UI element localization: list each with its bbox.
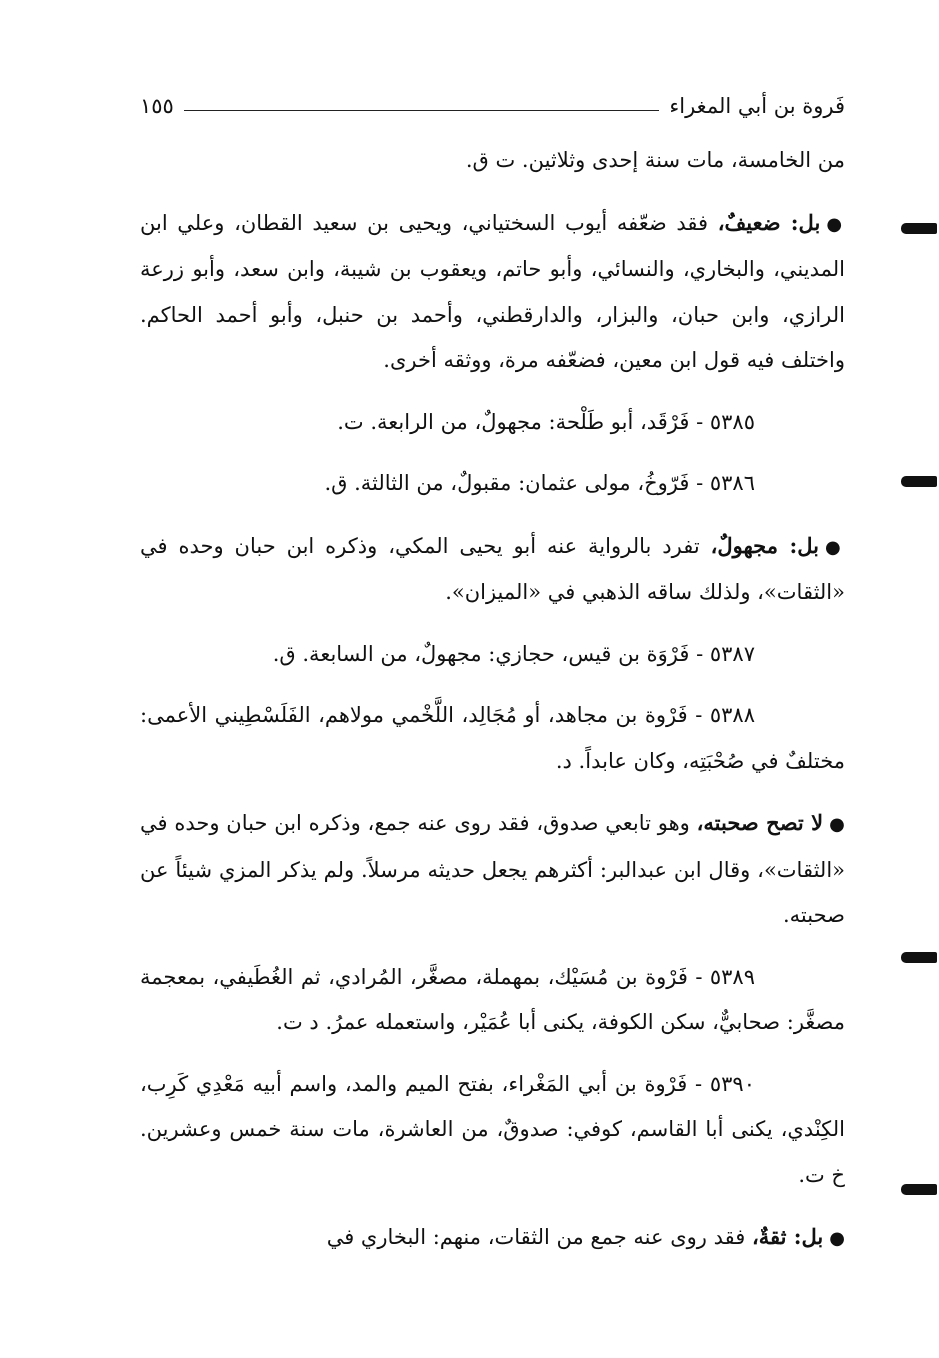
- comment-lead: بل: مجهولٌ،: [710, 532, 820, 558]
- entry-text: ٥٣٨٧ - فَرْوَة بن قيس، حجازي: مجهولٌ، من السابعة. ق.: [272, 641, 755, 666]
- comment-text: فقد روى عنه جمع من الثقات، منهم: البخاري في: [326, 1225, 752, 1249]
- page-number: ١٥٥: [140, 94, 174, 118]
- comment-paragraph: [140, 200, 845, 384]
- comment-paragraph: [140, 800, 845, 939]
- scan-edge-mark: [901, 952, 937, 963]
- scan-edge-mark: [901, 223, 937, 234]
- comment-text: فقد ضعّفه أيوب السختياني، ويحيى بن سعيد القطان، وعلي ابن المديني، والبخاري، والنسائي، وأبو حاتم، ويعقوب بن شيبة، وابن سعد، وأبو زرعة الرازي، وابن حبان، والبزار، والدارقطني، وأحمد بن حنبل، وأبو أحمد الحاكم. واختلف فيه قول ابن معين، فضعّفه مرة، ووثقه أخرى.: [140, 210, 845, 372]
- comment-text: تفرد بالرواية عنه أبو يحيى المكي، وذكره ابن حبان وحده في «الثقات»، ولذلك ساقه الذهبي في «الميزان».: [140, 533, 845, 604]
- scan-edge-mark: [901, 1184, 937, 1195]
- comment-paragraph: [140, 1214, 845, 1262]
- entry-5385: [140, 400, 845, 446]
- comment-text: وهو تابعي صدوق، فقد روى عنه جمع، وذكره ابن حبان وحده في «الثقات»، وقال ابن عبدالبر: أكثرهم يجعل حديثه مرسلاً. ولم يذكر المزي شيئاً عن صحبته.: [140, 811, 845, 927]
- bullet-icon: ●: [825, 536, 845, 558]
- comment-lead: لا تصح صحبته،: [696, 810, 824, 835]
- comment-lead: بل: ضعيفٌ،: [717, 209, 821, 235]
- entry-text: ٥٣٨٥ - فَرْقَد، أبو طَلْحة: مجهولٌ، من الرابعة. ت.: [337, 409, 755, 434]
- paragraph-continuation: [140, 138, 845, 184]
- comment-lead: بل: ثقةٌ،: [751, 1224, 824, 1249]
- scan-edge-mark: [901, 476, 937, 487]
- running-title: فَروة بن أبي المغراء: [669, 94, 845, 118]
- entry-5390: [140, 1062, 845, 1199]
- paragraph-text: من الخامسة، مات سنة إحدى وثلاثين. ت ق.: [465, 148, 845, 172]
- entry-text: ٥٣٩٠ - فَرْوة بن أبي المَغْراء، بفتح الميم والمد، واسم أبيه مَعْدِي كَرِب، الكِنْدي، يكنى أبا القاسم، كوفي: صدوقٌ، من العاشرة، مات سنة خمس وعشرين. خ ت.: [140, 1071, 845, 1187]
- entry-5389: [140, 955, 845, 1046]
- entry-text: ٥٣٨٩ - فَرْوة بن مُسَيْك، بمهملة، مصغَّر، المُرادي، ثم الغُطَيفي، بمعجمة مصغَّر: صحابيٌّ، سكن الكوفة، يكنى أبا عُمَيْر، واستعمله عمرُ. د ت.: [140, 964, 845, 1034]
- bullet-icon: ●: [829, 1228, 845, 1249]
- bullet-icon: ●: [829, 814, 845, 835]
- comment-paragraph: [140, 523, 845, 616]
- entry-text: ٥٣٨٦ - فَرّوخُ، مولى عثمان: مقبولٌ، من الثالثة. ق.: [324, 471, 755, 495]
- entry-5388: [140, 693, 845, 784]
- entry-5386: [140, 461, 845, 507]
- running-header: [140, 78, 845, 118]
- entry-text: ٥٣٨٨ - فَرْوة بن مجاهد، أو مُجَالِد، اللَّخْمي مولاهم، الفَلَسْطِيني الأعمى: مختلفٌ في صُحْبَتِه، وكان عابداً. د.: [140, 703, 845, 773]
- entry-5387: [140, 632, 845, 678]
- bullet-icon: ●: [826, 213, 845, 235]
- page-body: [140, 138, 845, 1262]
- header-rule: [184, 110, 660, 111]
